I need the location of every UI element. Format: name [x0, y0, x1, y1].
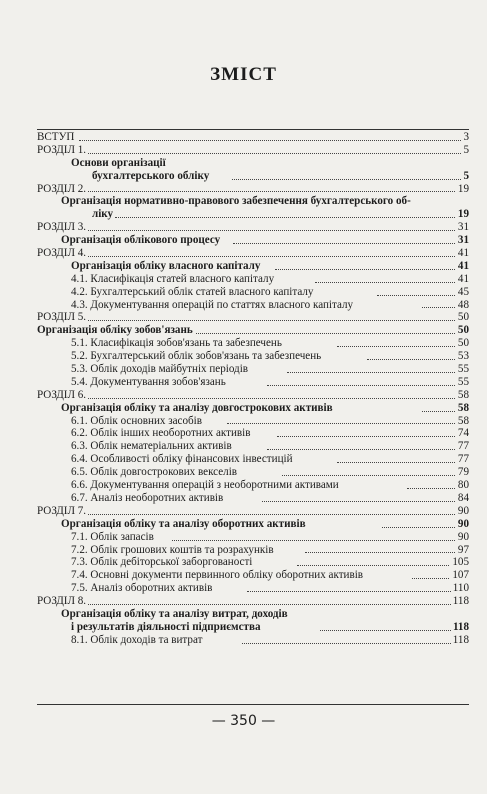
toc-entry	[37, 144, 469, 157]
toc-entry-label: РОЗДІЛ 3.	[37, 221, 87, 234]
toc-entry-label: ВСТУП	[37, 131, 75, 143]
top-rule	[37, 129, 469, 130]
toc-entry	[37, 492, 469, 505]
toc-entry	[37, 311, 469, 324]
toc-entry	[37, 157, 469, 170]
toc-entry-page: 90	[457, 530, 469, 543]
toc-entry-label: РОЗДІЛ 2.	[37, 182, 87, 195]
toc-entry	[37, 415, 469, 428]
toc-entry-label: 6.5. Облік довгострокових векселів	[71, 466, 238, 479]
toc-entry-page: 58	[457, 401, 469, 414]
dot-leader	[79, 398, 469, 399]
toc-entry-page: 58	[457, 388, 469, 401]
toc-entry-page: 110	[452, 582, 469, 595]
toc-entry-page: 118	[452, 633, 469, 646]
toc-entry-page: 90	[457, 517, 469, 530]
dot-leader	[262, 501, 469, 502]
toc-entry-page: 5	[463, 169, 469, 182]
toc-entry-page: 50	[457, 311, 469, 324]
toc-entry	[37, 208, 469, 221]
toc-entry-label: Організація обліку та аналізу оборотних активів	[61, 517, 306, 530]
dot-leader	[79, 191, 469, 192]
toc-entry-label: 6.4. Особливості обліку фінансових інвестицій	[71, 453, 293, 466]
dot-leader	[79, 320, 469, 321]
toc-entry-page: 19	[457, 182, 469, 195]
toc-entry-page: 79	[457, 466, 469, 479]
dot-leader	[79, 140, 469, 141]
toc-entry-label: бухгалтерського обліку	[92, 169, 210, 182]
dot-leader	[305, 552, 469, 553]
toc-entry	[37, 337, 469, 350]
dot-leader	[315, 282, 469, 283]
toc-entry-label: 4.1. Класифікація статей власного капіталу	[71, 272, 275, 285]
dot-leader	[337, 462, 469, 463]
dot-leader	[287, 372, 469, 373]
dot-leader	[233, 243, 469, 244]
toc-entry-page: 19	[457, 208, 469, 221]
bottom-rule	[37, 704, 469, 705]
toc-entry-page: 50	[457, 324, 469, 337]
dot-leader	[115, 217, 469, 218]
toc-entry	[37, 505, 469, 518]
toc-entry-page: 107	[452, 569, 469, 582]
toc-entry	[37, 427, 469, 440]
toc-entry	[37, 234, 469, 247]
dot-leader	[267, 449, 469, 450]
toc-entry-label: Організація облікового процесу	[61, 234, 221, 247]
toc-entry	[37, 440, 469, 453]
toc-entry-label: Організація нормативно-правового забезпечення бухгалтерського об-	[61, 195, 411, 208]
toc-entry-label: Організація обліку власного капіталу	[71, 259, 261, 272]
toc-entry-label: Організація обліку та аналізу довгострокових активів	[61, 401, 333, 414]
dot-leader	[79, 514, 469, 515]
toc-entry-label: і результатів діяльності підприємства	[71, 620, 261, 633]
toc-entry	[37, 273, 469, 286]
toc-entry-label: 5.1. Класифікація зобов'язань та забезпечень	[71, 337, 282, 350]
toc-entry-page: 3	[463, 131, 469, 143]
toc-entry	[37, 466, 469, 479]
toc-entry	[37, 183, 469, 196]
dot-leader	[282, 475, 469, 476]
toc-entry-page: 50	[457, 337, 469, 350]
dot-leader	[320, 630, 469, 631]
toc-entry-label: 7.4. Основні документи первинного обліку оборотних активів	[71, 569, 364, 582]
toc-entry-label: РОЗДІЛ 5.	[37, 311, 87, 324]
dot-leader	[275, 269, 469, 270]
dot-leader	[172, 540, 469, 541]
toc-entry	[37, 376, 469, 389]
toc-entry	[37, 131, 469, 144]
toc-entry-page: 84	[457, 491, 469, 504]
toc-entry	[37, 569, 469, 582]
dot-leader	[337, 346, 469, 347]
toc-entry-label: 4.2. Бухгалтерський облік статей власного капіталу	[71, 285, 314, 298]
toc-entry	[37, 324, 469, 337]
toc-entry-page: 105	[452, 556, 469, 569]
toc-entry-page: 31	[457, 234, 469, 247]
toc-entry	[37, 518, 469, 531]
dot-leader	[297, 565, 469, 566]
toc-entry	[37, 608, 469, 621]
toc-entry-page: 55	[457, 363, 469, 376]
toc-entry-page: 5	[463, 143, 469, 156]
toc-entry-label: 6.7. Аналіз необоротних активів	[71, 491, 224, 504]
toc-entry-label: 8.1. Облік доходів та витрат	[71, 633, 203, 646]
toc-entry-page: 74	[457, 427, 469, 440]
dot-leader	[367, 359, 469, 360]
page-title: ЗМІСТ	[210, 64, 277, 85]
toc-entry-label: РОЗДІЛ 1.	[37, 143, 87, 156]
dot-leader	[242, 643, 469, 644]
toc-entry-label: РОЗДІЛ 6.	[37, 388, 87, 401]
toc-entry-label: 5.2. Бухгалтерський облік зобов'язань та забезпечень	[71, 350, 322, 363]
toc-entry	[37, 582, 469, 595]
dot-leader	[267, 385, 469, 386]
dot-leader	[247, 591, 469, 592]
toc-entry-page: 53	[457, 350, 469, 363]
toc-entry	[37, 299, 469, 312]
toc-entry-page: 31	[457, 221, 469, 234]
toc-entry-page: 41	[457, 259, 469, 272]
dot-leader	[232, 179, 469, 180]
toc-entry-label: Організація обліку та аналізу витрат, доходів	[61, 607, 288, 620]
table-of-contents	[37, 131, 469, 647]
toc-entry-label: 6.3. Облік нематеріальних активів	[71, 440, 232, 453]
toc-entry-page: 58	[457, 414, 469, 427]
dot-leader	[79, 230, 469, 231]
toc-entry-label: Основи організації	[71, 156, 166, 169]
toc-entry-page: 90	[457, 504, 469, 517]
toc-entry-label: 7.1. Облік запасів	[71, 530, 154, 543]
toc-entry	[37, 260, 469, 273]
toc-entry-label: 6.6. Документування операцій з необоротними активами	[71, 479, 339, 492]
toc-entry	[37, 402, 469, 415]
toc-entry	[37, 170, 469, 183]
page-number: — 350 —	[211, 713, 276, 729]
toc-entry-page: 48	[457, 298, 469, 311]
toc-entry-page: 118	[452, 620, 469, 633]
toc-entry	[37, 556, 469, 569]
toc-entry-page: 97	[457, 543, 469, 556]
toc-entry	[37, 544, 469, 557]
toc-entry-label: РОЗДІЛ 8.	[37, 595, 87, 608]
toc-entry-label: 6.2. Облік інших необоротних активів	[71, 427, 251, 440]
toc-entry-label: РОЗДІЛ 7.	[37, 504, 87, 517]
dot-leader	[79, 604, 469, 605]
toc-entry	[37, 634, 469, 647]
toc-entry	[37, 595, 469, 608]
toc-entry	[37, 247, 469, 260]
toc-entry-label: 5.3. Облік доходів майбутніх періодів	[71, 363, 249, 376]
toc-entry-label: 7.3. Облік дебіторської заборгованості	[71, 556, 253, 569]
toc-entry	[37, 350, 469, 363]
toc-entry-page: 41	[457, 247, 469, 260]
toc-entry	[37, 221, 469, 234]
dot-leader	[79, 153, 469, 154]
dot-leader	[277, 436, 469, 437]
toc-entry-page: 77	[457, 453, 469, 466]
toc-entry-page: 80	[457, 479, 469, 492]
toc-entry-label: ліку	[92, 208, 114, 221]
toc-entry-label: 4.3. Документування операцій по статтях власного капіталу	[71, 298, 354, 311]
toc-entry-label: 6.1. Облік основних засобів	[71, 414, 202, 427]
toc-entry-label: 5.4. Документування зобов'язань	[71, 375, 226, 388]
toc-entry-label: РОЗДІЛ 4.	[37, 247, 87, 260]
toc-entry	[37, 286, 469, 299]
toc-entry-page: 41	[457, 272, 469, 285]
toc-entry-label: 7.2. Облік грошових коштів та розрахунків	[71, 543, 274, 556]
toc-entry	[37, 531, 469, 544]
toc-entry	[37, 453, 469, 466]
toc-entry	[37, 363, 469, 376]
toc-entry-page: 118	[452, 595, 469, 608]
toc-entry-label: 7.5. Аналіз оборотних активів	[71, 582, 213, 595]
toc-entry-page: 55	[457, 375, 469, 388]
toc-entry-page: 77	[457, 440, 469, 453]
toc-entry	[37, 479, 469, 492]
toc-entry	[37, 195, 469, 208]
dot-leader	[227, 423, 469, 424]
toc-entry-label: Організація обліку зобов'язань	[37, 324, 193, 337]
toc-entry-page: 45	[457, 285, 469, 298]
dot-leader	[79, 256, 469, 257]
toc-entry	[37, 389, 469, 402]
toc-entry	[37, 621, 469, 634]
